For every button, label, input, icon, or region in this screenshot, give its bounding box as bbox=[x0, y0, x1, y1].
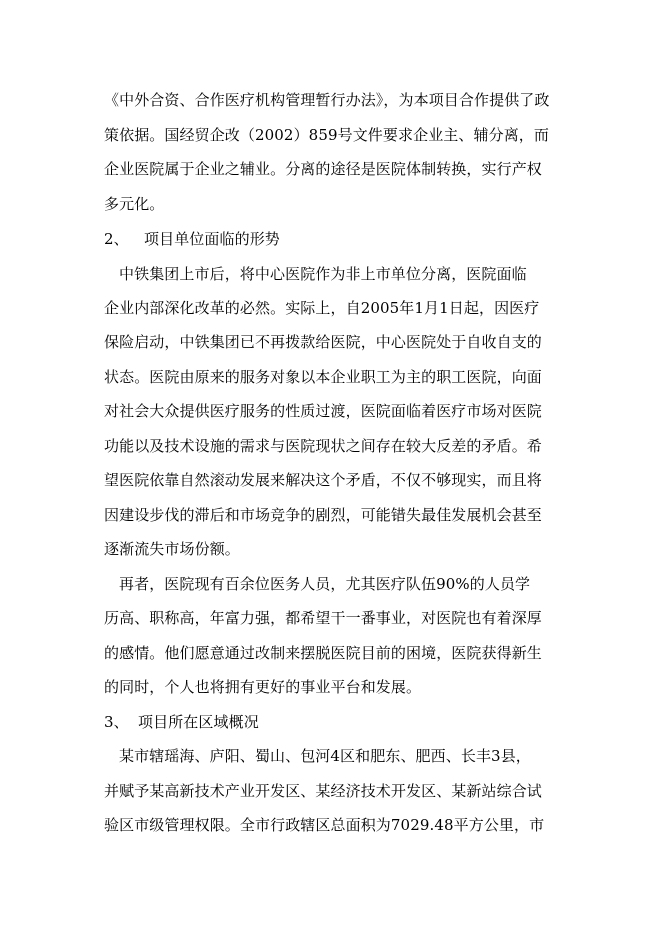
s2-p1-line-1: 中铁集团上市后，将中心医院作为非上市单位分离，医院面临 bbox=[119, 265, 527, 283]
s2-p2-line-2: 历高、职称高，年富力强，都希望干一番事业，对医院也有着深厚 bbox=[104, 609, 542, 627]
s2-p1-line-2: 企业内部深化改革的必然。实际上，自2005年1月1日起，因医疗 bbox=[104, 299, 540, 317]
s2-p1-line-3: 保险启动，中铁集团已不再拨款给医院，中心医院处于自收自支的 bbox=[104, 333, 542, 351]
intro-line-2: 策依据。国经贸企改（2002）859号文件要求企业主、辅分离，而 bbox=[104, 126, 550, 144]
s3-p1-line-2: 并赋予某高新技术产业开发区、某经济技术开发区、某新站综合试 bbox=[104, 782, 542, 800]
section-2-title: 项目单位面临的形势 bbox=[144, 230, 280, 248]
s2-p1-line-6: 功能以及技术设施的需求与医院现状之间存在较大反差的矛盾。希 bbox=[104, 437, 542, 455]
section-3-heading bbox=[104, 712, 564, 732]
section-3-title: 项目所在区域概况 bbox=[138, 713, 259, 731]
s2-p2-line-1: 再者，医院现有百余位医务人员，尤其医疗队伍90%的人员学 bbox=[119, 575, 531, 593]
s2-p1-line-4: 状态。医院由原来的服务对象以本企业职工为主的职工医院，向面 bbox=[104, 368, 542, 386]
s3-p1-line-1: 某市辖瑶海、庐阳、蜀山、包河4区和肥东、肥西、长丰3县， bbox=[119, 747, 531, 765]
s2-p1-line-7: 望医院依靠自然滚动发展来解决这个矛盾，不仅不够现实，而且将 bbox=[104, 471, 542, 489]
s2-p2-line-4: 的同时，个人也将拥有更好的事业平台和发展。 bbox=[104, 678, 422, 696]
s2-p1-line-9: 逐渐流失市场份额。 bbox=[104, 540, 240, 558]
section-2-number: 2、 bbox=[104, 230, 129, 248]
intro-line-1: 《中外合资、合作医疗机构管理暂行办法》，为本项目合作提供了政 bbox=[104, 91, 550, 109]
s3-p1-line-3: 验区市级管理权限。全市行政辖区总面积为7029.48平方公里，市 bbox=[104, 816, 545, 834]
s2-p1-line-5: 对社会大众提供医疗服务的性质过渡，医院面临着医疗市场对医院 bbox=[104, 402, 542, 420]
section-2-heading bbox=[104, 229, 564, 249]
section-3-number: 3、 bbox=[104, 713, 129, 731]
intro-line-4: 多元化。 bbox=[104, 195, 165, 213]
intro-line-3: 企业医院属于企业之辅业。分离的途径是医院体制转换，实行产权 bbox=[104, 160, 542, 178]
s2-p1-line-8: 因建设步伐的滞后和市场竞争的剧烈，可能错失最佳发展机会甚至 bbox=[104, 506, 542, 524]
s2-p2-line-3: 的感情。他们愿意通过改制来摆脱医院目前的困境，医院获得新生 bbox=[104, 644, 542, 662]
